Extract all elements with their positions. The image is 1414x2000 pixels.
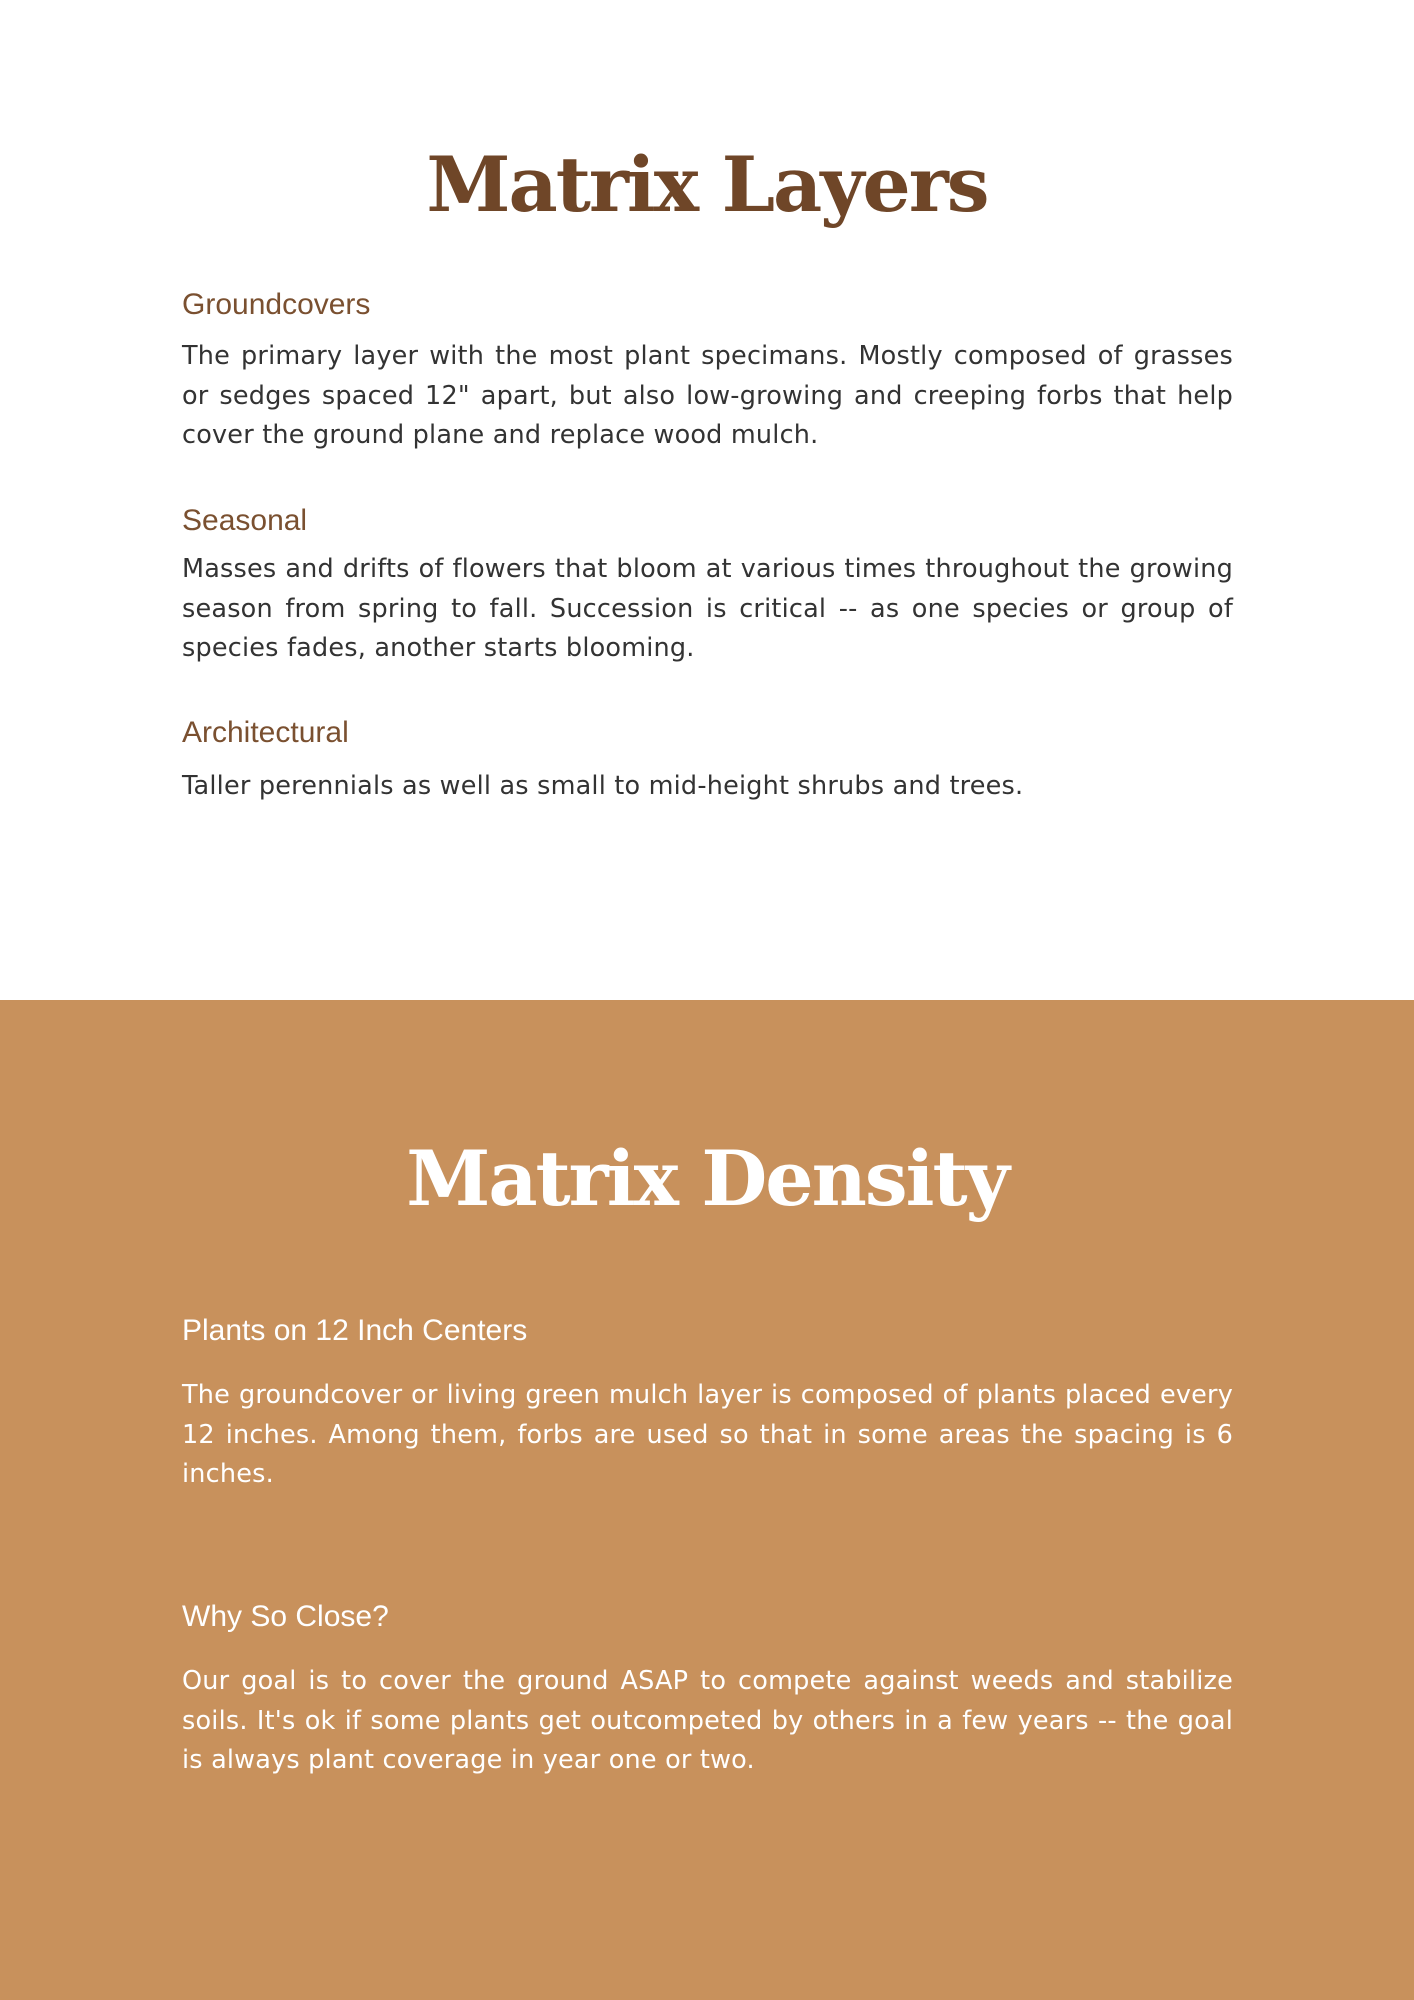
- section-title: Matrix Layers: [426, 140, 988, 229]
- architectural-heading: Architectural: [182, 716, 349, 749]
- section-title: Matrix Density: [406, 1134, 1008, 1223]
- seasonal-heading: Seasonal: [182, 504, 308, 537]
- architectural-body: Taller perennials as well as small to mid-height shrubs and trees.: [182, 771, 1024, 801]
- groundcovers-body: The primary layer with the most plant specimans. Mostly composed of grasses or sedges spaced 12" apart, but also low-growing and creeping forbs that help cover the ground plane and replace wood mulch.: [182, 341, 1233, 450]
- groundcovers-heading: Groundcovers: [182, 288, 371, 321]
- why-close-heading: Why So Close?: [182, 1600, 389, 1633]
- spacing-heading: Plants on 12 Inch Centers: [182, 1314, 528, 1347]
- matrix-density-section: [0, 1000, 1414, 2000]
- why-close-body: Our goal is to cover the ground ASAP to compete against weeds and stabilize soils. It's ok if some plants get outcompeted by others in a few years -- the goal is always plant coverage in year one or two.: [182, 1666, 1233, 1775]
- seasonal-body: Masses and drifts of flowers that bloom at various times throughout the growing season from spring to fall. Succession is critical -- as one species or group of species fades, another starts blooming.: [182, 554, 1233, 663]
- spacing-body: The groundcover or living green mulch layer is composed of plants placed every 12 inches. Among them, forbs are used so that in some areas the spacing is 6 inches.: [182, 1380, 1233, 1489]
